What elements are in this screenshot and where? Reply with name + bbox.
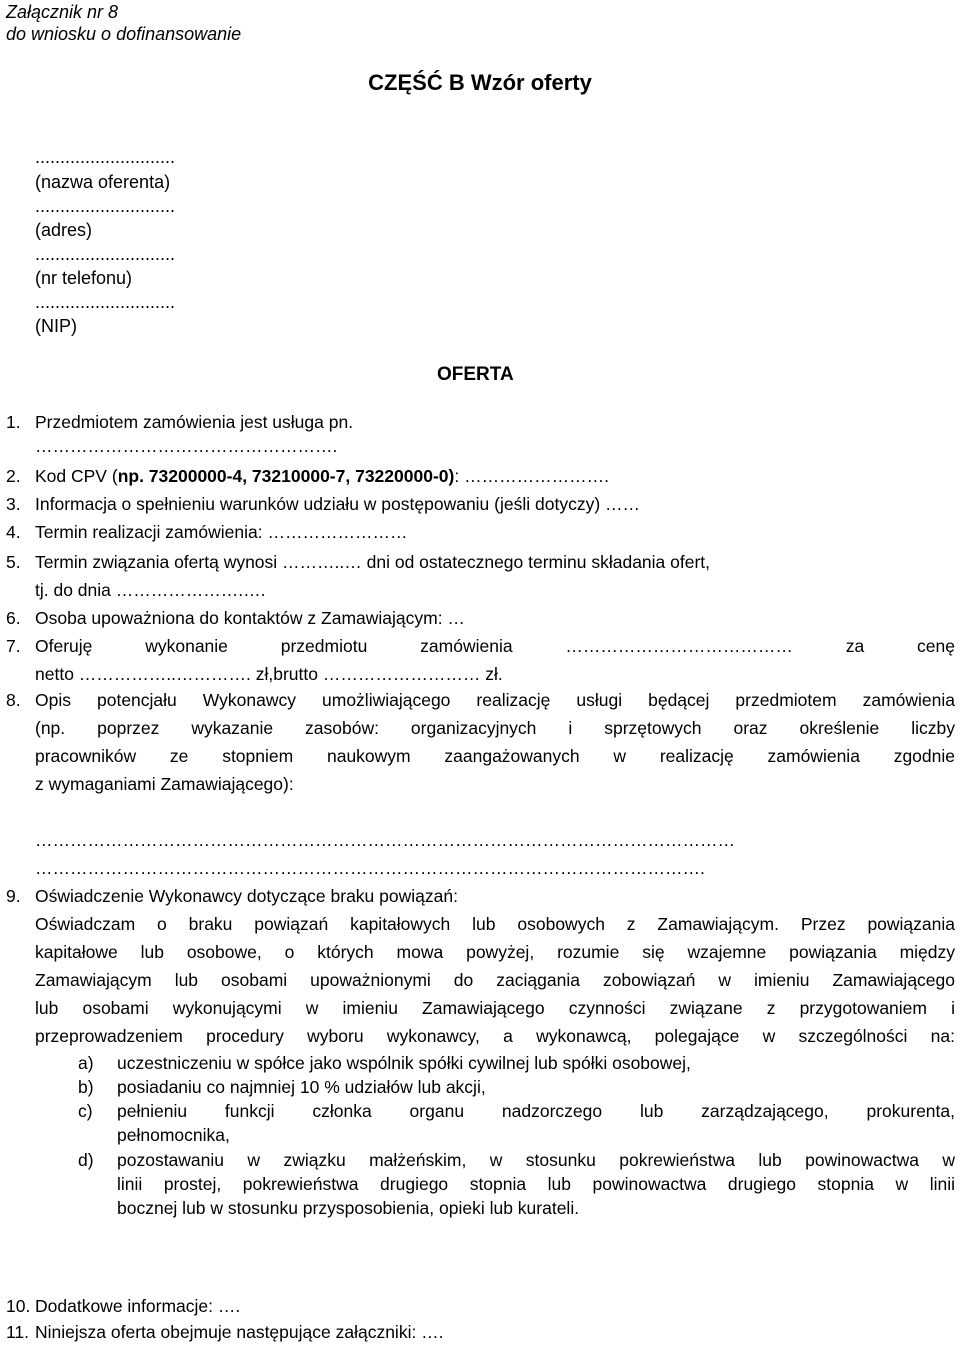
item-potential-line: pracowników ze stopniem naukowym zaangażowanych w realizację zamówienia zgodnie (35, 746, 955, 766)
offeror-nip-label: (NIP) (35, 316, 77, 336)
item-conditions-text: Informacja o spełnieniu warunków udziału w postępowaniu (jeśli dotyczy) …… (35, 494, 641, 514)
item-cpv-text: Kod CPV (np. 73200000-4, 73210000-7, 73220000-0): ……………………. (35, 466, 609, 486)
item-potential-line: (np. poprzez wykazanie zasobów: organizacyjnych i sprzętowych oraz określenie liczby (35, 718, 955, 738)
sublist-item-cont: linii prostej, pokrewieństwa drugiego stopnia lub powinowactwa drugiego stopnia w linii (117, 1174, 955, 1194)
item-additional-info: Dodatkowe informacje: …. (35, 1296, 241, 1316)
declaration-line: przeprowadzeniem procedury wyboru wykonawcy, a wykonawcą, polegające w szczególności na: (35, 1026, 955, 1046)
sublist-item: uczestniczeniu w spółce jako wspólnik spółki cywilnej lub spółki osobowej, (117, 1053, 691, 1073)
item-number: 4. (6, 522, 21, 542)
page-title: CZĘŚĆ B Wzór oferty (368, 70, 592, 95)
item-number: 7. (6, 636, 21, 656)
item-number: 10. (6, 1296, 31, 1316)
item-subject-text: Przedmiotem zamówienia jest usługa pn. (35, 412, 354, 432)
offeror-address-label: (adres) (35, 220, 93, 240)
attachment-number: Załącznik nr 8 (6, 2, 119, 22)
sublist-item-cont: pełnomocnika, (117, 1125, 230, 1145)
item-potential-dots: ………………………………………………………………………………………………………… (35, 830, 735, 850)
offeror-nip-field: ............................ (35, 292, 176, 312)
item-binding-date: tj. do dnia ………………….…. (35, 580, 266, 600)
item-number: 1. (6, 412, 21, 432)
declaration-line: Oświadczam o braku powiązań kapitałowych lub osobowych z Zamawiającym. Przez powiązania (35, 914, 955, 934)
sublist-item: pozostawaniu w związku małżeńskim, w stosunku pokrewieństwa lub powinowactwa w (117, 1150, 955, 1170)
item-binding-text: Termin związania ofertą wynosi ………..… dni od ostatecznego terminu składania ofert, (35, 552, 711, 572)
item-number: 5. (6, 552, 21, 572)
sublist-item: pełnieniu funkcji członka organu nadzorczego lub zarządzającego, prokurenta, (117, 1101, 955, 1121)
item-deadline-text: Termin realizacji zamówienia: …………………… (35, 522, 408, 542)
declaration-line: Zamawiającym lub osobami upoważnionymi do zaciągania zobowiązań w imieniu Zamawiającego (35, 970, 955, 990)
offeror-address-field: ............................ (35, 196, 176, 216)
sublist-item-cont: bocznej lub w stosunku przysposobienia, opieki lub kurateli. (117, 1198, 580, 1218)
declaration-line: lub osobami wykonującymi w imieniu Zamawiającego czynności związane z przygotowaniem i (35, 998, 955, 1018)
item-potential-dots: ……………………………………………………………………………………………………. (35, 858, 705, 878)
offeror-name-label: (nazwa oferenta) (35, 172, 171, 192)
item-number: 2. (6, 466, 21, 486)
sublist-label: c) (78, 1101, 93, 1121)
item-potential-line: z wymaganiami Zamawiającego): (35, 774, 294, 794)
offer-heading: OFERTA (437, 364, 514, 385)
sublist-item: posiadaniu co najmniej 10 % udziałów lub akcji, (117, 1077, 486, 1097)
sublist-label: b) (78, 1077, 94, 1097)
item-number: 9. (6, 886, 21, 906)
item-potential-line: Opis potencjału Wykonawcy umożliwiającego realizację usługi będącej przedmiotem zamówienia (35, 690, 955, 710)
offeror-phone-field: ............................ (35, 244, 176, 264)
item-contact-person-text: Osoba upoważniona do kontaktów z Zamawiającym: … (35, 608, 465, 628)
item-attachments: Niniejsza oferta obejmuje następujące załączniki: …. (35, 1322, 444, 1342)
item-number: 3. (6, 494, 21, 514)
declaration-line: kapitałowe lub osobowe, o których mowa powyżej, rozumie się wzajemne powiązania między (35, 942, 955, 962)
item-declaration-title: Oświadczenie Wykonawcy dotyczące braku powiązań: (35, 886, 458, 906)
offeror-name-field: ............................ (35, 147, 176, 167)
sublist-label: d) (78, 1150, 94, 1170)
item-price-values: netto ……………..…………. zł,brutto ……………………… zł. (35, 664, 503, 684)
item-price-text: Oferuję wykonanie przedmiotu zamówienia ………………………………… za cenę (35, 636, 955, 656)
sublist-label: a) (78, 1053, 94, 1073)
offeror-phone-label: (nr telefonu) (35, 268, 133, 288)
item-number: 8. (6, 690, 21, 710)
item-subject-dots: ……………………………………………. (35, 436, 338, 456)
attachment-description: do wniosku o dofinansowanie (6, 24, 242, 44)
item-number: 11. (6, 1322, 30, 1342)
item-number: 6. (6, 608, 21, 628)
